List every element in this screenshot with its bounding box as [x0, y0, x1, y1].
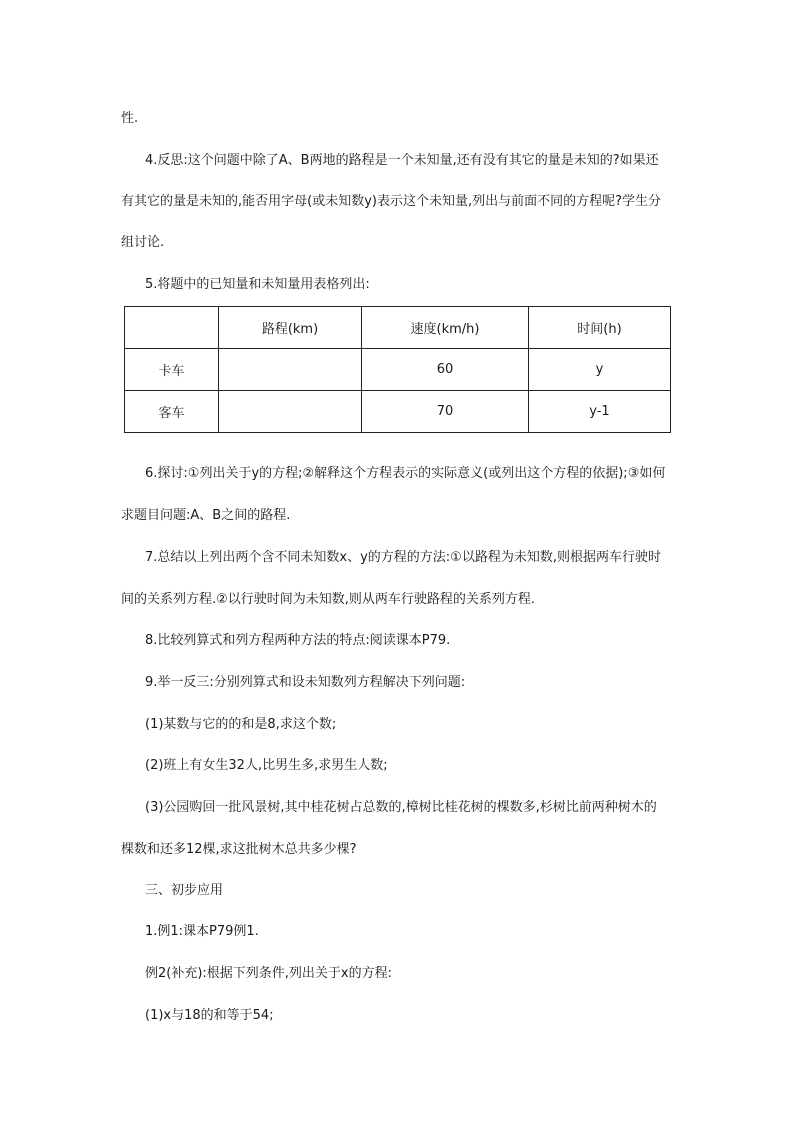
table-cell: [219, 349, 362, 391]
table-cell: y-1: [529, 391, 671, 433]
paragraph-line: 9.举一反三:分别列算式和设未知数列方程解决下列问题:: [145, 675, 466, 690]
table-cell: y: [529, 349, 671, 391]
paragraph-line: 8.比较列算式和列方程两种方法的特点:阅读课本P79.: [145, 633, 451, 648]
paragraph-line: 性.: [121, 111, 139, 126]
table-header-row: [125, 307, 671, 349]
paragraph-line: 6.探讨:①列出关于y的方程;②解释这个方程表示的实际意义(或列出这个方程的依据);③如何: [145, 466, 666, 481]
paragraph-line: (1)某数与它的的和是8,求这个数;: [145, 717, 337, 732]
section-heading: 三、初步应用: [145, 883, 224, 898]
table-header-cell: 路程(km): [219, 307, 362, 349]
paragraph-line: 4.反思:这个问题中除了A、B两地的路程是一个未知量,还有没有其它的量是未知的?如果还: [145, 153, 659, 168]
paragraph-line: 求题目问题:A、B之间的路程.: [121, 508, 291, 523]
table-cell: 卡车: [125, 349, 219, 391]
table-row: [125, 349, 671, 391]
paragraph-line: 5.将题中的已知量和未知量用表格列出:: [145, 277, 370, 292]
paragraph-line: (2)班上有女生32人,比男生多,求男生人数;: [145, 758, 388, 773]
table-cell: 70: [362, 391, 529, 433]
table-cell: 客车: [125, 391, 219, 433]
paragraph-line: 组讨论.: [121, 235, 165, 250]
table-header-cell: 时间(h): [529, 307, 671, 349]
table-cell: 60: [362, 349, 529, 391]
paragraph-line: 1.例1:课本P79例1.: [145, 924, 259, 939]
paragraph-line: 有其它的量是未知的,能否用字母(或未知数y)表示这个未知量,列出与前面不同的方程呢?学生分: [121, 194, 662, 209]
table-row: [125, 391, 671, 433]
paragraph-line: (3)公园购回一批风景树,其中桂花树占总数的,樟树比桂花树的棵数多,杉树比前两种树木的: [145, 800, 657, 815]
paragraph-line: 7.总结以上列出两个含不同未知数x、y的方程的方法:①以路程为未知数,则根据两车行驶时: [145, 550, 661, 565]
paragraph-line: (1)x与18的和等于54;: [145, 1008, 274, 1023]
table-cell: [219, 391, 362, 433]
paragraph-line: 间的关系列方程.②以行驶时间为未知数,则从两车行驶路程的关系列方程.: [121, 592, 536, 607]
table-header-cell: [125, 307, 219, 349]
data-table: [124, 306, 671, 433]
paragraph-line: 棵数和还多12棵,求这批树木总共多少棵?: [121, 842, 357, 857]
table-header-cell: 速度(km/h): [362, 307, 529, 349]
paragraph-line: 例2(补充):根据下列条件,列出关于x的方程:: [145, 966, 393, 981]
